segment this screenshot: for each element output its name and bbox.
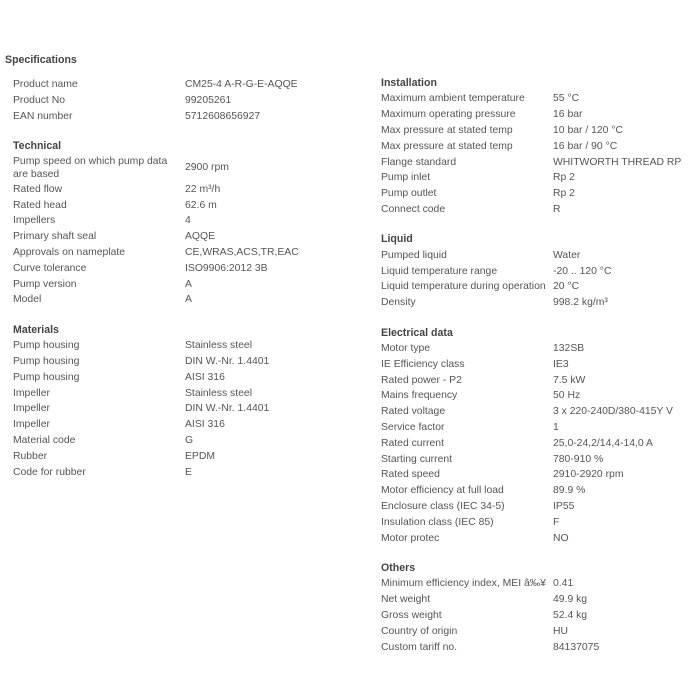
spec-value: HU xyxy=(553,625,569,637)
spec-row xyxy=(13,292,353,308)
spec-value: 84137075 xyxy=(553,641,600,653)
spec-value: 4 xyxy=(185,215,191,227)
spec-label: EAN number xyxy=(13,110,73,122)
spec-row xyxy=(381,435,696,451)
spec-label: Impeller xyxy=(13,419,50,431)
spec-value: ISO9906:2012 3B xyxy=(185,262,268,274)
spec-label: Product name xyxy=(13,79,78,91)
spec-label: Pump inlet xyxy=(381,172,431,184)
spec-value: EPDM xyxy=(185,450,216,462)
spec-value: NO xyxy=(553,532,569,544)
spec-row xyxy=(381,356,696,372)
spec-label: Max pressure at stated temp xyxy=(381,124,513,136)
spec-value: Stainless steel xyxy=(185,387,252,399)
spec-row xyxy=(13,93,353,109)
spec-label: Country of origin xyxy=(381,625,458,637)
section-technical xyxy=(13,138,353,307)
section-materials xyxy=(13,322,353,480)
spec-row xyxy=(381,107,696,123)
spec-row xyxy=(381,483,696,499)
spec-value: DIN W.-Nr. 1.4401 xyxy=(185,403,270,415)
spec-value: Water xyxy=(553,249,581,261)
spec-value: 55 °C xyxy=(553,93,580,105)
spec-value: 2900 rpm xyxy=(185,162,229,174)
section-heading: Liquid xyxy=(381,233,413,246)
spec-row xyxy=(13,433,353,449)
spec-label: IE Efficiency class xyxy=(381,358,465,370)
spec-label: Material code xyxy=(13,434,76,446)
spec-label: Enclosure class (IEC 34-5) xyxy=(381,500,505,512)
section-heading: Electrical data xyxy=(381,326,453,339)
spec-row xyxy=(381,341,696,357)
spec-row xyxy=(13,154,353,181)
spec-value: 49.9 kg xyxy=(553,594,588,606)
spec-value: AISI 316 xyxy=(185,371,225,383)
section-heading: Materials xyxy=(13,323,59,336)
spec-row xyxy=(381,404,696,420)
spec-value: Rp 2 xyxy=(553,188,575,200)
spec-row xyxy=(13,417,353,433)
spec-value: E xyxy=(185,466,192,478)
spec-label: Rated voltage xyxy=(381,406,446,418)
spec-value: 132SB xyxy=(553,342,585,354)
spec-row xyxy=(381,186,696,202)
spec-value: G xyxy=(185,434,194,446)
right-column xyxy=(381,75,696,669)
spec-row xyxy=(381,295,696,311)
spec-row xyxy=(13,197,353,213)
spec-row xyxy=(381,170,696,186)
spec-label: Flange standard xyxy=(381,156,457,168)
spec-value: IE3 xyxy=(553,358,569,370)
spec-label: Gross weight xyxy=(381,609,442,621)
spec-row xyxy=(13,369,353,385)
spec-label: Product No xyxy=(13,95,65,107)
spec-label: Max pressure at stated temp xyxy=(381,140,513,152)
spec-label: Rated power - P2 xyxy=(381,374,462,386)
spec-label: Motor efficiency at full load xyxy=(381,485,504,497)
spec-label: Impellers xyxy=(13,215,56,227)
spec-label: Pump housing xyxy=(13,371,80,383)
spec-row xyxy=(13,245,353,261)
section-product-info xyxy=(13,77,353,124)
spec-value: AISI 316 xyxy=(185,419,225,431)
spec-value: 50 Hz xyxy=(553,390,581,402)
spec-value: 3 x 220-240D/380-415Y V xyxy=(553,406,673,418)
spec-label: Starting current xyxy=(381,453,453,465)
spec-row xyxy=(13,448,353,464)
spec-label: Rated current xyxy=(381,437,444,449)
spec-label: Custom tariff no. xyxy=(381,641,458,653)
spec-row xyxy=(13,385,353,401)
spec-label: Rated head xyxy=(13,199,67,211)
spec-row xyxy=(13,260,353,276)
spec-label: Rubber xyxy=(13,450,48,462)
spec-label: Pump outlet xyxy=(381,188,437,200)
spec-value: A xyxy=(185,294,192,306)
spec-row xyxy=(381,202,696,218)
spec-value: CE,WRAS,ACS,TR,EAC xyxy=(185,246,299,258)
spec-row xyxy=(13,276,353,292)
spec-label: Pump speed on which pump data are based xyxy=(13,155,168,180)
spec-row xyxy=(381,639,696,655)
spec-label: Minimum efficiency index, MEI â‰¥ xyxy=(381,578,546,590)
spec-row xyxy=(13,354,353,370)
spec-label: Service factor xyxy=(381,421,445,433)
spec-label: Liquid temperature during operation xyxy=(381,281,546,293)
spec-row xyxy=(381,467,696,483)
spec-label: Maximum operating pressure xyxy=(381,109,516,121)
spec-value: 2910-2920 rpm xyxy=(553,469,624,481)
spec-row xyxy=(13,109,353,125)
spec-row xyxy=(13,77,353,93)
section-others xyxy=(381,560,696,655)
spec-row xyxy=(381,154,696,170)
left-column xyxy=(13,76,353,494)
spec-value: IP55 xyxy=(553,500,575,512)
spec-row xyxy=(381,123,696,139)
spec-label: Motor type xyxy=(381,342,431,354)
spec-value: 16 bar xyxy=(553,109,583,121)
section-electrical-data xyxy=(381,325,696,546)
spec-value: F xyxy=(553,516,560,528)
spec-row xyxy=(381,279,696,295)
spec-value: 99205261 xyxy=(185,95,232,107)
spec-value: 998.2 kg/m³ xyxy=(553,297,608,309)
spec-value: Stainless steel xyxy=(185,340,252,352)
spec-value: 10 bar / 120 °C xyxy=(553,124,624,136)
section-heading: Others xyxy=(381,561,416,574)
spec-row xyxy=(381,592,696,608)
spec-row xyxy=(13,401,353,417)
spec-value: 25,0-24,2/14,4-14,0 A xyxy=(553,437,653,449)
spec-value: 52.4 kg xyxy=(553,609,588,621)
spec-row xyxy=(381,608,696,624)
spec-value: CM25-4 A-R-G-E-AQQE xyxy=(185,79,298,91)
spec-label: Code for rubber xyxy=(13,466,86,478)
spec-value: 5712608656927 xyxy=(185,110,261,122)
spec-label: Pump housing xyxy=(13,340,80,352)
spec-value: A xyxy=(185,278,192,290)
spec-row xyxy=(381,576,696,592)
spec-label: Rated flow xyxy=(13,183,63,195)
spec-label: Maximum ambient temperature xyxy=(381,93,525,105)
spec-value: 62.6 m xyxy=(185,199,217,211)
spec-value: AQQE xyxy=(185,231,216,243)
spec-label: Impeller xyxy=(13,387,50,399)
spec-value: R xyxy=(553,203,561,215)
spec-label: Pump housing xyxy=(13,355,80,367)
spec-label: Pump version xyxy=(13,278,77,290)
spec-label: Pumped liquid xyxy=(381,249,447,261)
spec-value: 1 xyxy=(553,421,559,433)
spec-label: Curve tolerance xyxy=(13,262,87,274)
spec-row xyxy=(13,464,353,480)
spec-label: Primary shaft seal xyxy=(13,231,97,243)
spec-row xyxy=(381,514,696,530)
section-heading: Installation xyxy=(381,77,437,89)
spec-value: -20 .. 120 °C xyxy=(553,265,612,277)
spec-row xyxy=(13,213,353,229)
spec-value: 89.9 % xyxy=(553,485,586,497)
spec-label: Approvals on nameplate xyxy=(13,246,126,258)
spec-row xyxy=(381,247,696,263)
spec-label: Connect code xyxy=(381,203,446,215)
spec-label: Mains frequency xyxy=(381,390,458,402)
spec-row xyxy=(381,623,696,639)
spec-label: Impeller xyxy=(13,403,50,415)
spec-row xyxy=(381,388,696,404)
spec-label: Density xyxy=(381,297,416,309)
spec-row xyxy=(13,338,353,354)
spec-row xyxy=(381,420,696,436)
spec-value: 20 °C xyxy=(553,281,580,293)
spec-label: Rated speed xyxy=(381,469,440,481)
spec-row xyxy=(381,91,696,107)
spec-row xyxy=(381,451,696,467)
section-heading: Technical xyxy=(13,140,62,153)
spec-row xyxy=(381,530,696,546)
spec-label: Liquid temperature range xyxy=(381,265,498,277)
spec-row xyxy=(381,138,696,154)
spec-row xyxy=(381,499,696,515)
spec-value: 780-910 % xyxy=(553,453,604,465)
spec-row xyxy=(13,181,353,197)
spec-value: Rp 2 xyxy=(553,172,575,184)
spec-value: DIN W.-Nr. 1.4401 xyxy=(185,355,270,367)
page-title: Specifications xyxy=(5,54,77,66)
spec-label: Insulation class (IEC 85) xyxy=(381,516,494,528)
spec-value: 22 m³/h xyxy=(185,183,221,195)
spec-row xyxy=(381,263,696,279)
spec-row xyxy=(381,372,696,388)
spec-value: 16 bar / 90 °C xyxy=(553,140,618,152)
spec-value: 0.41 xyxy=(553,578,574,590)
spec-label: Model xyxy=(13,294,42,306)
spec-value: 7.5 kW xyxy=(553,374,586,386)
spec-label: Net weight xyxy=(381,594,431,606)
section-installation xyxy=(381,75,696,217)
section-liquid xyxy=(381,231,696,310)
spec-value: WHITWORTH THREAD RP xyxy=(553,156,682,168)
spec-label: Motor protec xyxy=(381,532,440,544)
spec-row xyxy=(13,229,353,245)
